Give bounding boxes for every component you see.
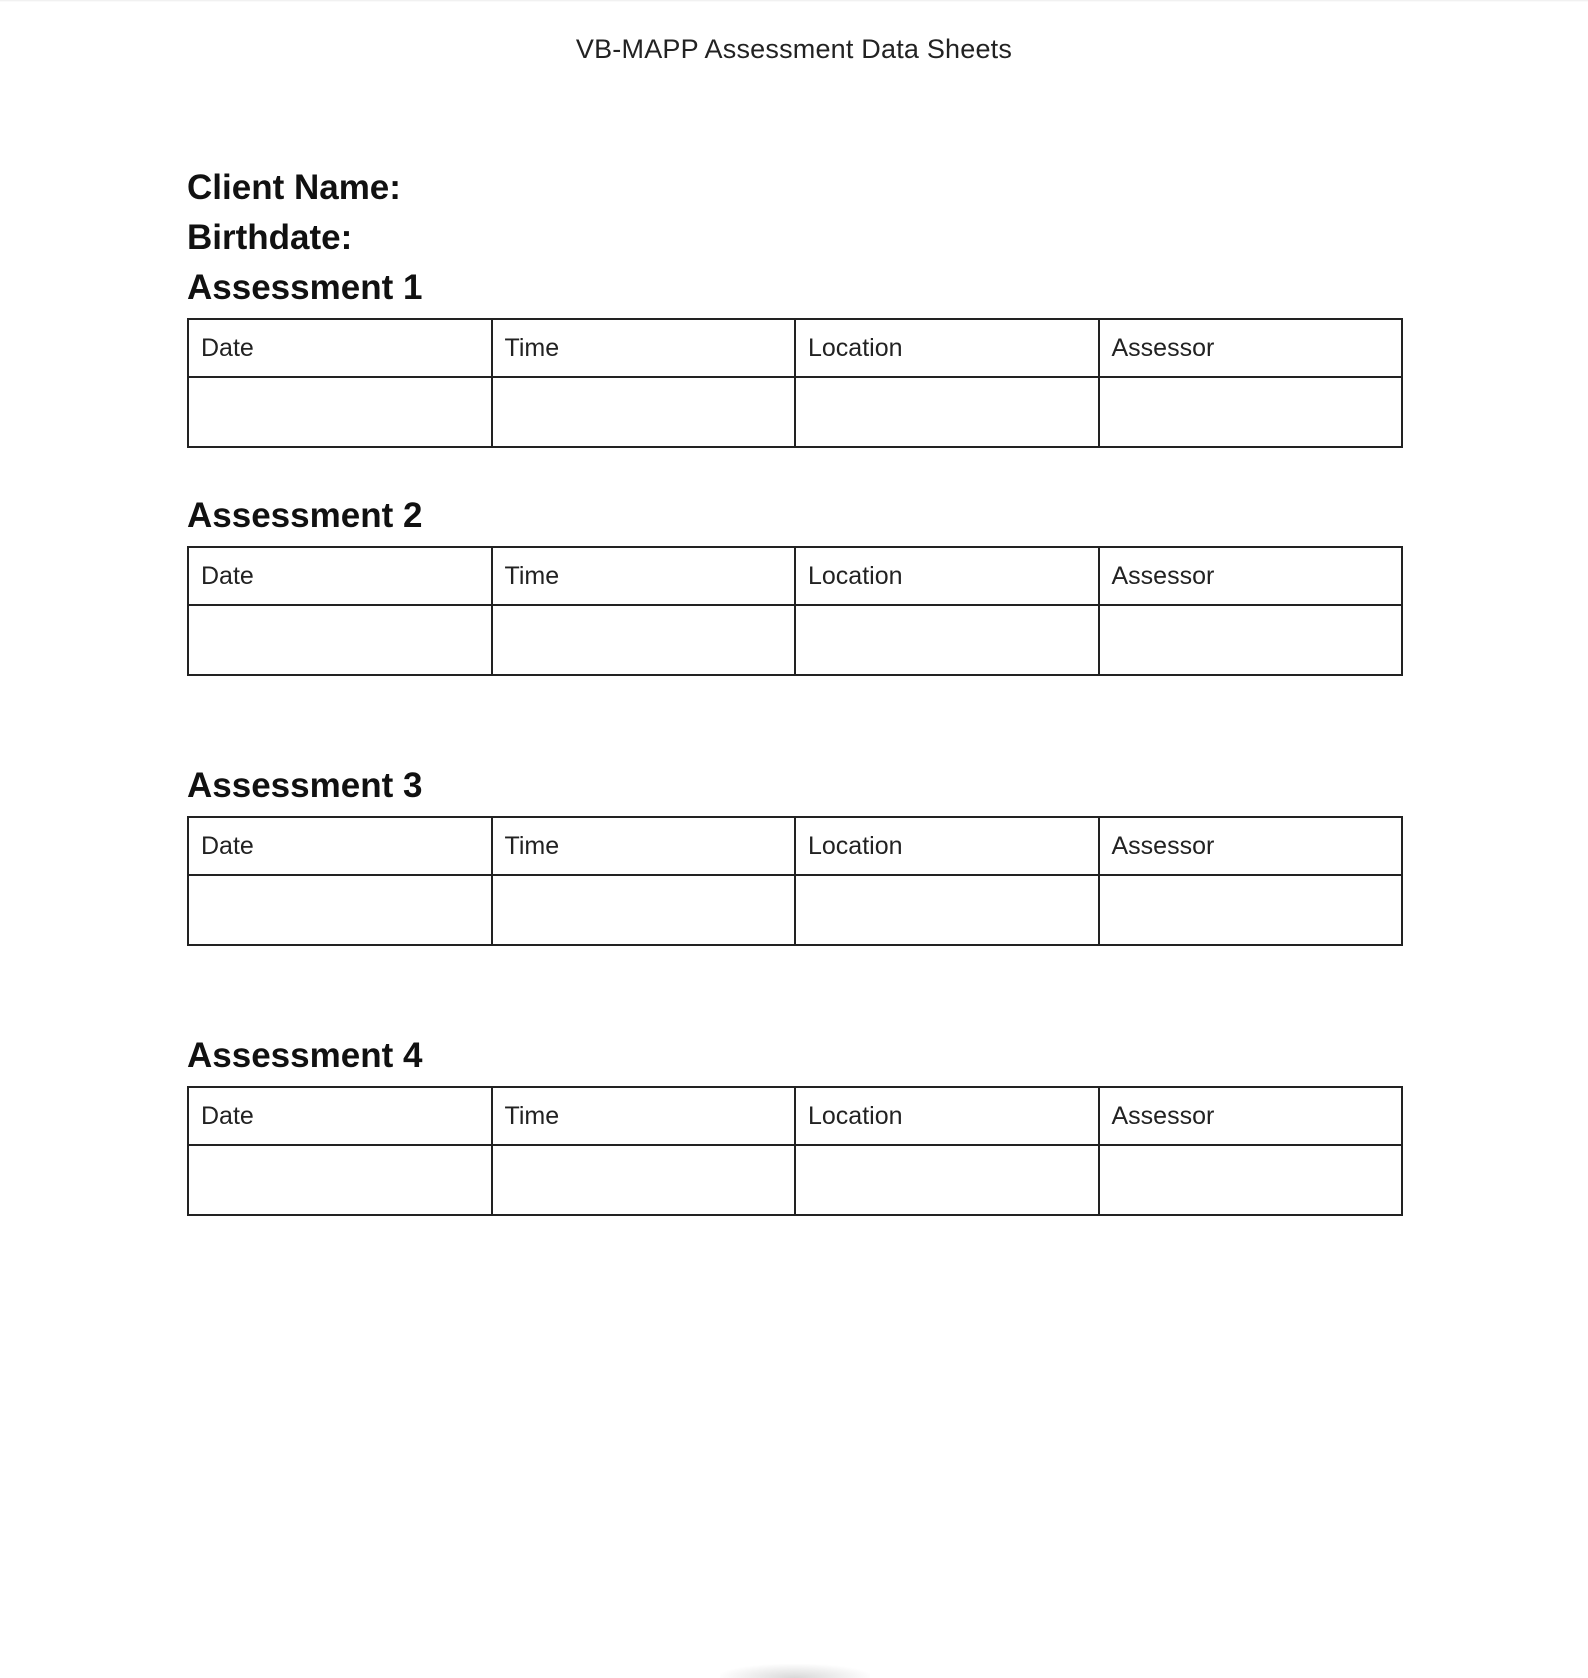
assessor-cell[interactable] — [1099, 605, 1403, 675]
location-cell[interactable] — [795, 875, 1099, 945]
date-cell[interactable] — [188, 875, 492, 945]
time-cell[interactable] — [492, 1145, 796, 1215]
table-entry-row — [188, 875, 1402, 945]
assessor-column-header: Assessor — [1099, 1087, 1403, 1145]
assessor-column-header: Assessor — [1099, 319, 1403, 377]
time-cell[interactable] — [492, 605, 796, 675]
assessment-2-table — [187, 546, 1403, 676]
client-name-label: Client Name: — [187, 168, 401, 207]
date-cell[interactable] — [188, 1145, 492, 1215]
assessment-4-table — [187, 1086, 1403, 1216]
birthdate-label: Birthdate: — [187, 218, 353, 257]
date-cell[interactable] — [188, 377, 492, 447]
page-bottom-shadow — [720, 1664, 870, 1678]
date-column-header: Date — [188, 319, 492, 377]
time-column-header: Time — [492, 817, 796, 875]
location-cell[interactable] — [795, 605, 1099, 675]
time-column-header: Time — [492, 319, 796, 377]
time-column-header: Time — [492, 547, 796, 605]
table-header-row — [188, 817, 1402, 875]
table-header-row — [188, 319, 1402, 377]
time-column-header: Time — [492, 1087, 796, 1145]
assessor-cell[interactable] — [1099, 875, 1403, 945]
table-header-row — [188, 1087, 1402, 1145]
location-column-header: Location — [795, 1087, 1099, 1145]
location-cell[interactable] — [795, 377, 1099, 447]
date-column-header: Date — [188, 1087, 492, 1145]
time-cell[interactable] — [492, 875, 796, 945]
assessment-2-heading: Assessment 2 — [187, 496, 423, 535]
date-column-header: Date — [188, 547, 492, 605]
assessor-column-header: Assessor — [1099, 547, 1403, 605]
date-cell[interactable] — [188, 605, 492, 675]
assessment-1-table — [187, 318, 1403, 448]
time-cell[interactable] — [492, 377, 796, 447]
assessment-4-heading: Assessment 4 — [187, 1036, 423, 1075]
date-column-header: Date — [188, 817, 492, 875]
assessor-cell[interactable] — [1099, 377, 1403, 447]
location-column-header: Location — [795, 817, 1099, 875]
assessment-3-heading: Assessment 3 — [187, 766, 423, 805]
assessment-1-heading: Assessment 1 — [187, 268, 423, 307]
location-column-header: Location — [795, 547, 1099, 605]
assessor-column-header: Assessor — [1099, 817, 1403, 875]
assessment-3-table — [187, 816, 1403, 946]
document-title: VB-MAPP Assessment Data Sheets — [575, 34, 1013, 64]
table-header-row — [188, 547, 1402, 605]
page-top-edge — [0, 0, 1588, 2]
location-cell[interactable] — [795, 1145, 1099, 1215]
assessor-cell[interactable] — [1099, 1145, 1403, 1215]
table-entry-row — [188, 1145, 1402, 1215]
table-entry-row — [188, 377, 1402, 447]
table-entry-row — [188, 605, 1402, 675]
location-column-header: Location — [795, 319, 1099, 377]
